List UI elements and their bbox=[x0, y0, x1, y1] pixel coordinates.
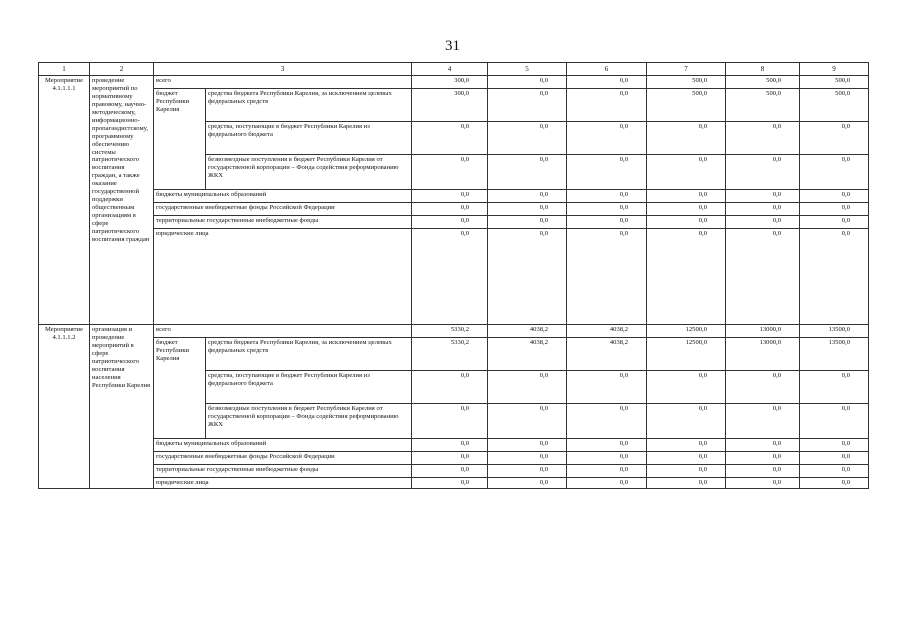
value-cell: 12500,0 bbox=[647, 338, 726, 371]
source-label: безвозмездные поступления в бюджет Республики Карелия от государственной корпорации – Фонда содействия реформированию ЖКХ bbox=[206, 155, 412, 190]
value-cell: 0,0 bbox=[567, 452, 647, 465]
value-cell: 0,0 bbox=[488, 452, 567, 465]
table-row-rk-own bbox=[39, 338, 869, 371]
measure-code: Мероприятие 4.1.1.1.2 bbox=[39, 325, 90, 489]
value-cell: 0,0 bbox=[647, 404, 726, 439]
value-cell: 0,0 bbox=[412, 155, 488, 190]
table-row-legal bbox=[39, 229, 869, 325]
value-cell: 0,0 bbox=[647, 122, 726, 155]
measure-code: Мероприятие 4.1.1.1.1 bbox=[39, 76, 90, 325]
value-cell: 0,0 bbox=[567, 89, 647, 122]
value-cell: 0,0 bbox=[800, 122, 869, 155]
header-cell: 7 bbox=[647, 63, 726, 76]
value-cell: 0,0 bbox=[488, 478, 567, 489]
source-label: бюджеты муниципальных образований bbox=[154, 190, 412, 203]
table-row-state-extrabudget bbox=[39, 452, 869, 465]
value-cell: 0,0 bbox=[567, 229, 647, 325]
value-cell: 5330,2 bbox=[412, 338, 488, 371]
value-cell: 13500,0 bbox=[800, 325, 869, 338]
value-cell: 0,0 bbox=[488, 122, 567, 155]
header-cell: 1 bbox=[39, 63, 90, 76]
value-cell: 0,0 bbox=[488, 76, 567, 89]
value-cell: 0,0 bbox=[488, 371, 567, 404]
value-cell: 0,0 bbox=[412, 229, 488, 325]
header-cell: 3 bbox=[154, 63, 412, 76]
value-cell: 0,0 bbox=[726, 439, 800, 452]
value-cell: 0,0 bbox=[800, 439, 869, 452]
value-cell: 0,0 bbox=[726, 404, 800, 439]
source-label: бюджеты муниципальных образований bbox=[154, 439, 412, 452]
header-cell: 4 bbox=[412, 63, 488, 76]
value-cell: 0,0 bbox=[488, 439, 567, 452]
source-label: бюджет Республики Карелия bbox=[154, 89, 206, 190]
value-cell: 300,0 bbox=[412, 89, 488, 122]
value-cell: 0,0 bbox=[726, 229, 800, 325]
source-label: средства, поступающие в бюджет Республики Карелия из федерального бюджета bbox=[206, 371, 412, 404]
source-label: государственные внебюджетные фонды Российской Федерации bbox=[154, 203, 412, 216]
value-cell: 0,0 bbox=[647, 190, 726, 203]
value-cell: 0,0 bbox=[567, 190, 647, 203]
value-cell: 0,0 bbox=[567, 122, 647, 155]
source-label: территориальные государственные внебюджетные фонды bbox=[154, 465, 412, 478]
value-cell: 0,0 bbox=[800, 155, 869, 190]
value-cell: 0,0 bbox=[726, 203, 800, 216]
value-cell: 500,0 bbox=[726, 89, 800, 122]
header-cell: 8 bbox=[726, 63, 800, 76]
table-row-rk-own bbox=[39, 89, 869, 122]
value-cell: 500,0 bbox=[726, 76, 800, 89]
measure-block-2 bbox=[39, 325, 869, 489]
value-cell: 0,0 bbox=[567, 478, 647, 489]
source-label: средства, поступающие в бюджет Республики Карелия из федерального бюджета bbox=[206, 122, 412, 155]
source-label: всего bbox=[154, 325, 412, 338]
source-label: государственные внебюджетные фонды Российской Федерации bbox=[154, 452, 412, 465]
measure-description: организация и проведение мероприятий в сфере патриотического воспитания населения Республики Карелия bbox=[90, 325, 154, 489]
value-cell: 4038,2 bbox=[567, 338, 647, 371]
value-cell: 0,0 bbox=[800, 190, 869, 203]
value-cell: 0,0 bbox=[726, 155, 800, 190]
value-cell: 0,0 bbox=[726, 122, 800, 155]
source-label: юридические лица bbox=[154, 478, 412, 489]
value-cell: 0,0 bbox=[488, 89, 567, 122]
value-cell: 0,0 bbox=[412, 465, 488, 478]
value-cell: 0,0 bbox=[567, 439, 647, 452]
value-cell: 300,0 bbox=[412, 76, 488, 89]
value-cell: 4038,2 bbox=[488, 325, 567, 338]
value-cell: 0,0 bbox=[647, 216, 726, 229]
value-cell: 0,0 bbox=[567, 216, 647, 229]
value-cell: 0,0 bbox=[567, 76, 647, 89]
value-cell: 0,0 bbox=[647, 371, 726, 404]
value-cell: 0,0 bbox=[412, 478, 488, 489]
value-cell: 0,0 bbox=[800, 203, 869, 216]
table-row-state-extrabudget bbox=[39, 203, 869, 216]
value-cell: 5330,2 bbox=[412, 325, 488, 338]
value-cell: 4038,2 bbox=[567, 325, 647, 338]
value-cell: 0,0 bbox=[800, 404, 869, 439]
table-row-territorial-extrabudget bbox=[39, 465, 869, 478]
header-row bbox=[39, 63, 869, 76]
header-cell: 6 bbox=[567, 63, 647, 76]
value-cell: 0,0 bbox=[726, 216, 800, 229]
table-row-legal bbox=[39, 478, 869, 489]
measure-block-1 bbox=[39, 76, 869, 325]
value-cell: 0,0 bbox=[647, 203, 726, 216]
value-cell: 0,0 bbox=[412, 216, 488, 229]
value-cell: 0,0 bbox=[567, 203, 647, 216]
source-label: всего bbox=[154, 76, 412, 89]
value-cell: 0,0 bbox=[800, 478, 869, 489]
value-cell: 4038,2 bbox=[488, 338, 567, 371]
value-cell: 0,0 bbox=[488, 155, 567, 190]
value-cell: 0,0 bbox=[726, 478, 800, 489]
source-label: средства бюджета Республики Карелия, за исключением целевых федеральных средств bbox=[206, 89, 412, 122]
value-cell: 0,0 bbox=[647, 478, 726, 489]
value-cell: 0,0 bbox=[800, 452, 869, 465]
value-cell: 0,0 bbox=[726, 452, 800, 465]
budget-table bbox=[38, 62, 869, 489]
value-cell: 0,0 bbox=[412, 404, 488, 439]
value-cell: 0,0 bbox=[412, 452, 488, 465]
value-cell: 0,0 bbox=[647, 465, 726, 478]
value-cell: 0,0 bbox=[726, 371, 800, 404]
header-cell: 5 bbox=[488, 63, 567, 76]
table-row-municipal bbox=[39, 439, 869, 452]
value-cell: 12500,0 bbox=[647, 325, 726, 338]
value-cell: 0,0 bbox=[800, 371, 869, 404]
value-cell: 0,0 bbox=[647, 155, 726, 190]
value-cell: 0,0 bbox=[488, 203, 567, 216]
value-cell: 0,0 bbox=[726, 190, 800, 203]
value-cell: 0,0 bbox=[567, 371, 647, 404]
table-row-municipal bbox=[39, 190, 869, 203]
source-label: бюджет Республики Карелия bbox=[154, 338, 206, 439]
measure-description: проведение мероприятий по нормативному правовому, научно-методическому, информационно-пропагандистскому, программному обеспечению системы патриотического воспитания граждан, а также оказание государственной поддержки общественным организациям в сфере патриотического воспитания граждан bbox=[90, 76, 154, 325]
value-cell: 0,0 bbox=[412, 203, 488, 216]
value-cell: 0,0 bbox=[488, 216, 567, 229]
value-cell: 0,0 bbox=[800, 465, 869, 478]
value-cell: 500,0 bbox=[647, 89, 726, 122]
value-cell: 0,0 bbox=[488, 404, 567, 439]
value-cell: 0,0 bbox=[567, 465, 647, 478]
value-cell: 500,0 bbox=[800, 76, 869, 89]
value-cell: 0,0 bbox=[412, 122, 488, 155]
value-cell: 0,0 bbox=[412, 190, 488, 203]
source-label: территориальные государственные внебюджетные фонды bbox=[154, 216, 412, 229]
value-cell: 0,0 bbox=[800, 229, 869, 325]
value-cell: 0,0 bbox=[567, 404, 647, 439]
header-cell: 9 bbox=[800, 63, 869, 76]
table-row-total bbox=[39, 76, 869, 89]
value-cell: 13000,0 bbox=[726, 325, 800, 338]
value-cell: 0,0 bbox=[567, 155, 647, 190]
value-cell: 0,0 bbox=[726, 465, 800, 478]
value-cell: 500,0 bbox=[647, 76, 726, 89]
value-cell: 0,0 bbox=[647, 439, 726, 452]
table-row-territorial-extrabudget bbox=[39, 216, 869, 229]
value-cell: 0,0 bbox=[412, 371, 488, 404]
value-cell: 0,0 bbox=[647, 452, 726, 465]
value-cell: 500,0 bbox=[800, 89, 869, 122]
value-cell: 0,0 bbox=[488, 190, 567, 203]
value-cell: 0,0 bbox=[412, 439, 488, 452]
header-cell: 2 bbox=[90, 63, 154, 76]
value-cell: 0,0 bbox=[647, 229, 726, 325]
table-row-total bbox=[39, 325, 869, 338]
value-cell: 0,0 bbox=[488, 465, 567, 478]
page-number: 31 bbox=[445, 38, 460, 54]
source-label: безвозмездные поступления в бюджет Республики Карелия от государственной корпорации – Фонда содействия реформированию ЖКХ bbox=[206, 404, 412, 439]
value-cell: 0,0 bbox=[488, 229, 567, 325]
source-label: средства бюджета Республики Карелия, за исключением целевых федеральных средств bbox=[206, 338, 412, 371]
source-label: юридические лица bbox=[154, 229, 412, 325]
value-cell: 0,0 bbox=[800, 216, 869, 229]
value-cell: 13000,0 bbox=[726, 338, 800, 371]
value-cell: 13500,0 bbox=[800, 338, 869, 371]
